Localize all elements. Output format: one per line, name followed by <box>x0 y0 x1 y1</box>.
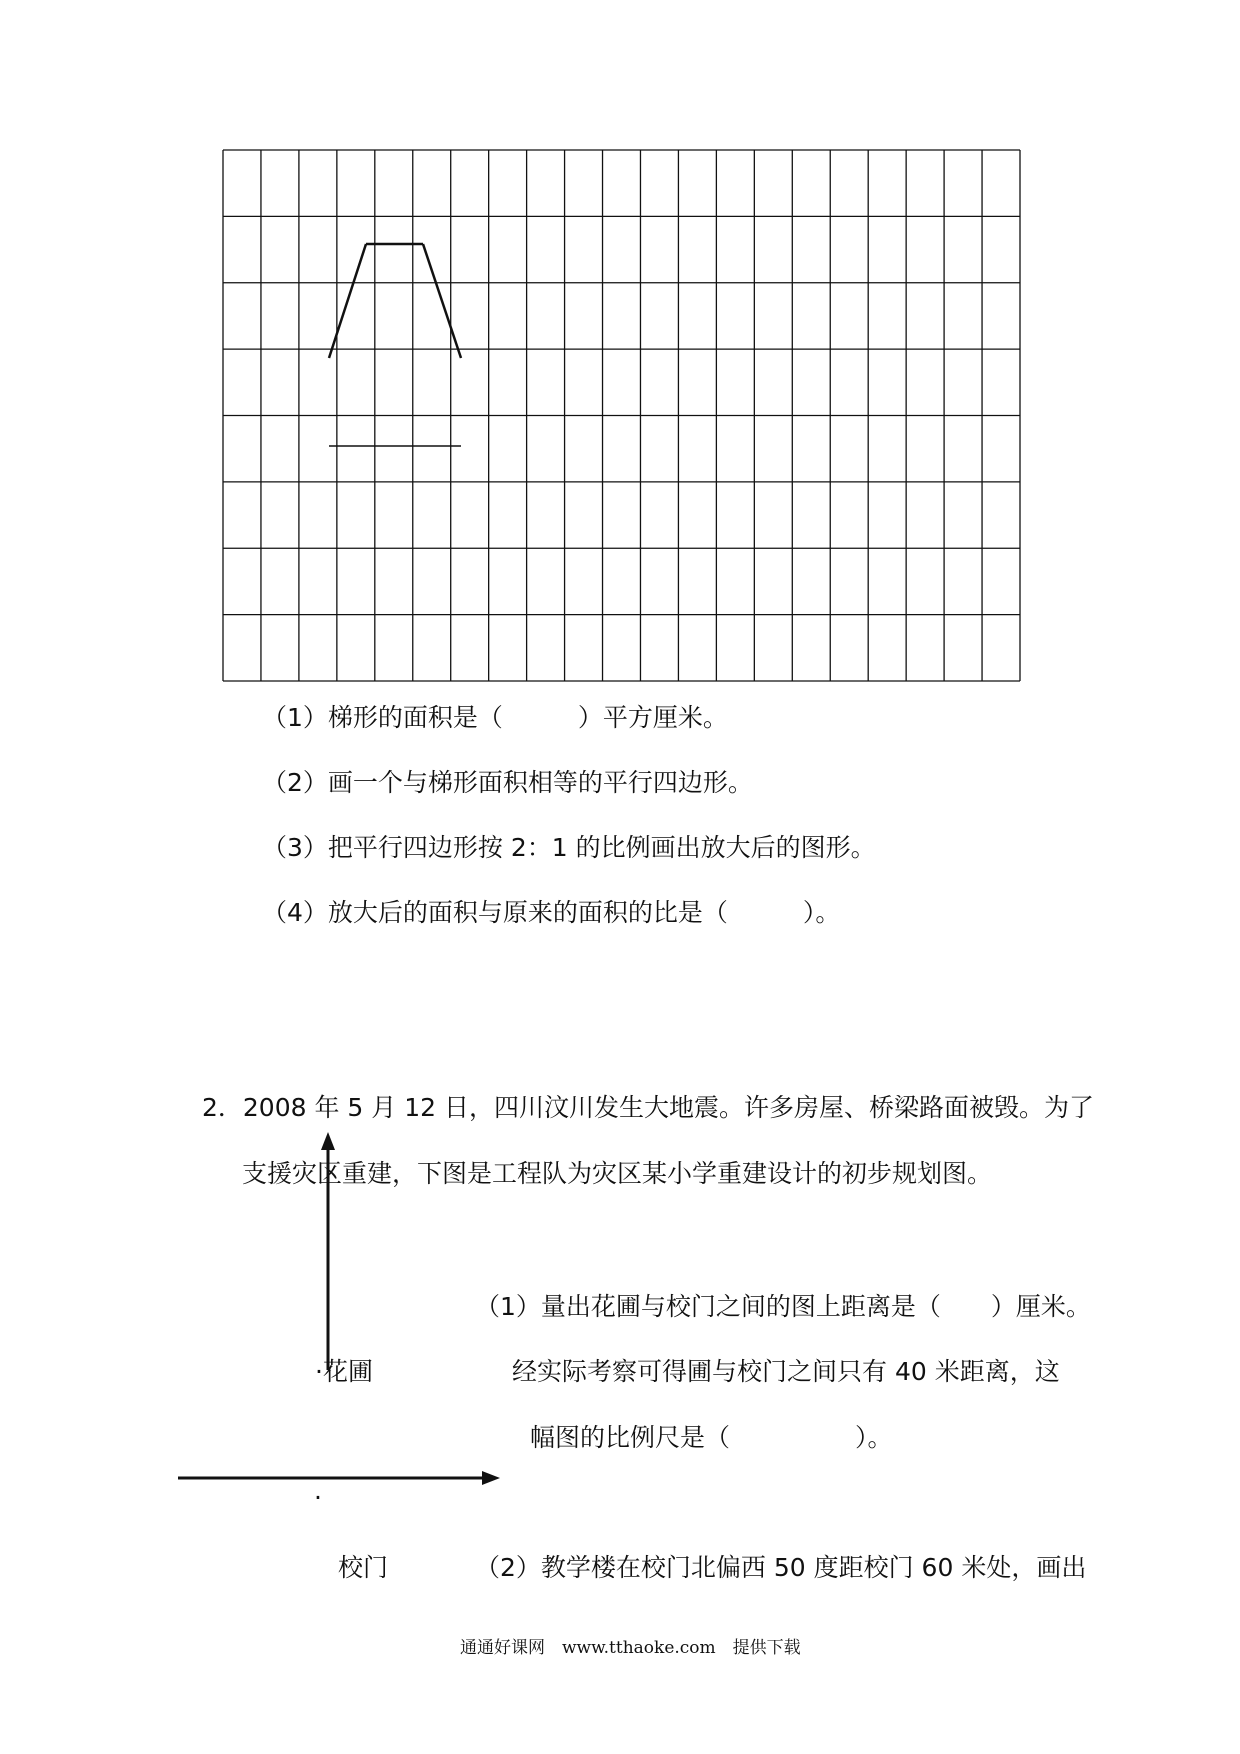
question-1: （1）梯形的面积是（ ）平方厘米。 <box>262 703 728 732</box>
gate-point: · <box>314 1483 322 1512</box>
problem2-q1-line1: （1）量出花圃与校门之间的图上距离是（ ）厘米。 <box>475 1292 1091 1321</box>
trapezoid-figure <box>329 244 461 358</box>
problem2-q2-line1: （2）教学楼在校门北偏西 50 度距校门 60 米处，画出 <box>475 1553 1087 1582</box>
problem2-q1-line2: 经实际考察可得圃与校门之间只有 40 米距离，这 <box>512 1357 1060 1386</box>
question-3: （3）把平行四边形按 2：1 的比例画出放大后的图形。 <box>262 833 876 862</box>
problem2-intro-line2: 支援灾区重建，下图是工程队为灾区某小学重建设计的初步规划图。 <box>242 1159 993 1188</box>
problem2-intro-line1: 2．2008 年 5 月 12 日，四川汶川发生大地震。许多房屋、桥梁路面被毁。为了 <box>202 1093 1094 1122</box>
trapezoid-left-side <box>329 244 366 358</box>
problem2-q1-line3: 幅图的比例尺是（ ）。 <box>530 1423 893 1452</box>
question-2: （2）画一个与梯形面积相等的平行四边形。 <box>262 768 753 797</box>
east-arrow <box>178 1471 500 1485</box>
page-footer: 通通好课网 www.tthaoke.com 提供下载 <box>460 1638 801 1658</box>
square-grid <box>223 150 1020 681</box>
question-4: （4）放大后的面积与原来的面积的比是（ ）。 <box>262 898 841 927</box>
trapezoid-right-side <box>423 244 461 358</box>
garden-label: ·花圃 <box>315 1357 373 1386</box>
gate-label: 校门 <box>338 1553 389 1582</box>
